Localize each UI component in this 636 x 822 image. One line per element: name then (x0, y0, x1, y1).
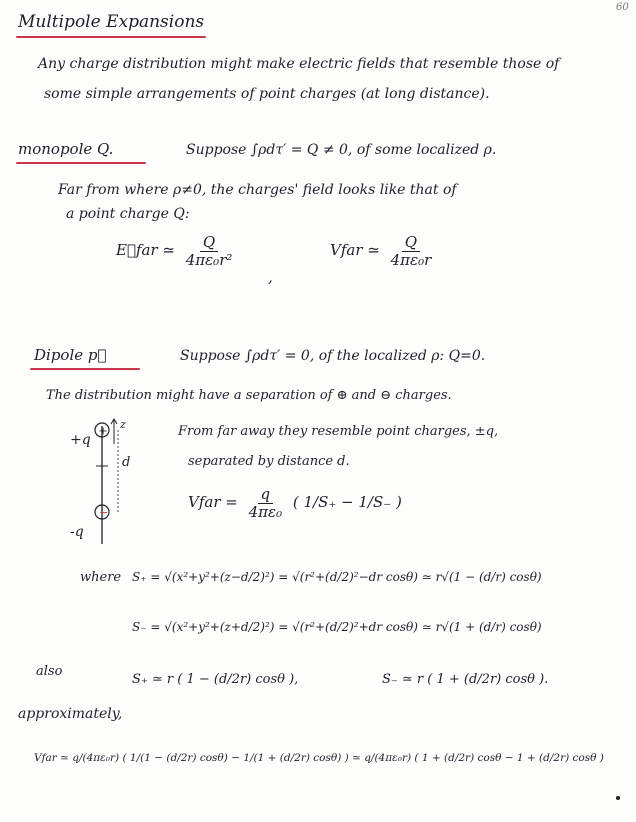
v-far-dipole-paren: ( 1/S₊ − 1/S₋ ) (292, 493, 402, 511)
intro-line-1: Any charge distribution might make electric fields that resemble those of (38, 56, 560, 72)
v-far-dipole-lhs: Vfar = (188, 493, 238, 511)
plus-q-label: +q (70, 432, 91, 448)
monopole-comma: , (268, 268, 273, 286)
monopole-far-line-1: Far from where ρ≠0, the charges' field looks like that of (58, 182, 457, 198)
v-far-dipole-fraction (246, 486, 285, 520)
also-label: also (36, 664, 63, 679)
v-far-monopole-lhs: Vfar ≃ (330, 241, 380, 259)
from-far-text: From far away they resemble point charges, ±q, (178, 424, 499, 439)
also-s-minus: S₋ ≃ r ( 1 + (d/2r) cosθ ). (382, 672, 549, 687)
e-far-equation (116, 234, 238, 268)
v-far-dipole-denominator: 4πε₀ (248, 502, 283, 521)
dipole-suppose: Suppose ∫ρdτ′ = 0, of the localized ρ: Q=0. (180, 348, 486, 364)
e-far-numerator: Q (200, 234, 218, 252)
minus-q-label: -q (70, 524, 84, 540)
v-far-monopole-numerator: Q (402, 234, 420, 252)
v-far-monopole-denominator: 4πε₀r (390, 250, 432, 269)
e-far-fraction (183, 234, 236, 268)
v-far-monopole-equation (330, 234, 437, 268)
monopole-heading: monopole Q. (18, 140, 114, 158)
e-far-lhs: E⃗far ≃ (116, 241, 175, 259)
d-label: d (122, 455, 131, 470)
where-label: where (80, 570, 122, 585)
v-far-monopole-fraction (388, 234, 435, 268)
v-far-dipole-numerator: q (258, 486, 274, 504)
s-plus-equation: S₊ = √(x²+y²+(z−d/2)²) = √(r²+(d/2)²−dr cosθ) ≃ r√(1 − (d/r) cosθ) (132, 570, 542, 584)
page-title: Multipole Expansions (18, 12, 205, 32)
minus-sign: − (99, 506, 109, 519)
v-far-dipole-equation (188, 486, 402, 520)
approx-label: approximately, (18, 706, 123, 722)
intro-line-2: some simple arrangements of point charges (at long distance). (44, 86, 490, 102)
dipole-underline (30, 368, 140, 370)
plus-sign: + (98, 424, 108, 438)
separated-text: separated by distance d. (188, 454, 350, 469)
approx-equation: Vfar ≃ q/(4πε₀r) ( 1/(1 − (d/2r) cosθ) − 1/(1 + (d/2r) cosθ) ) ≃ q/(4πε₀r) ( 1 + (d/2r) cosθ − 1 + (d/2r) cosθ ) (34, 752, 604, 764)
ink-dot (616, 796, 620, 800)
z-label: z (120, 418, 126, 431)
dipole-separation: The distribution might have a separation of ⊕ and ⊖ charges. (46, 388, 452, 403)
monopole-far-line-2: a point charge Q: (66, 206, 190, 222)
dipole-diagram (70, 418, 170, 548)
dipole-heading: Dipole p⃗ (34, 346, 107, 364)
also-s-plus: S₊ ≃ r ( 1 − (d/2r) cosθ ), (132, 672, 299, 687)
title-underline (16, 36, 206, 38)
page-number: 60 (616, 2, 629, 13)
monopole-suppose: Suppose ∫ρdτ′ = Q ≠ 0, of some localized ρ. (186, 142, 497, 158)
s-minus-equation: S₋ = √(x²+y²+(z+d/2)²) = √(r²+(d/2)²+dr cosθ) ≃ r√(1 + (d/r) cosθ) (132, 620, 542, 634)
monopole-underline (16, 162, 146, 164)
e-far-denominator: 4πε₀r² (185, 250, 233, 269)
